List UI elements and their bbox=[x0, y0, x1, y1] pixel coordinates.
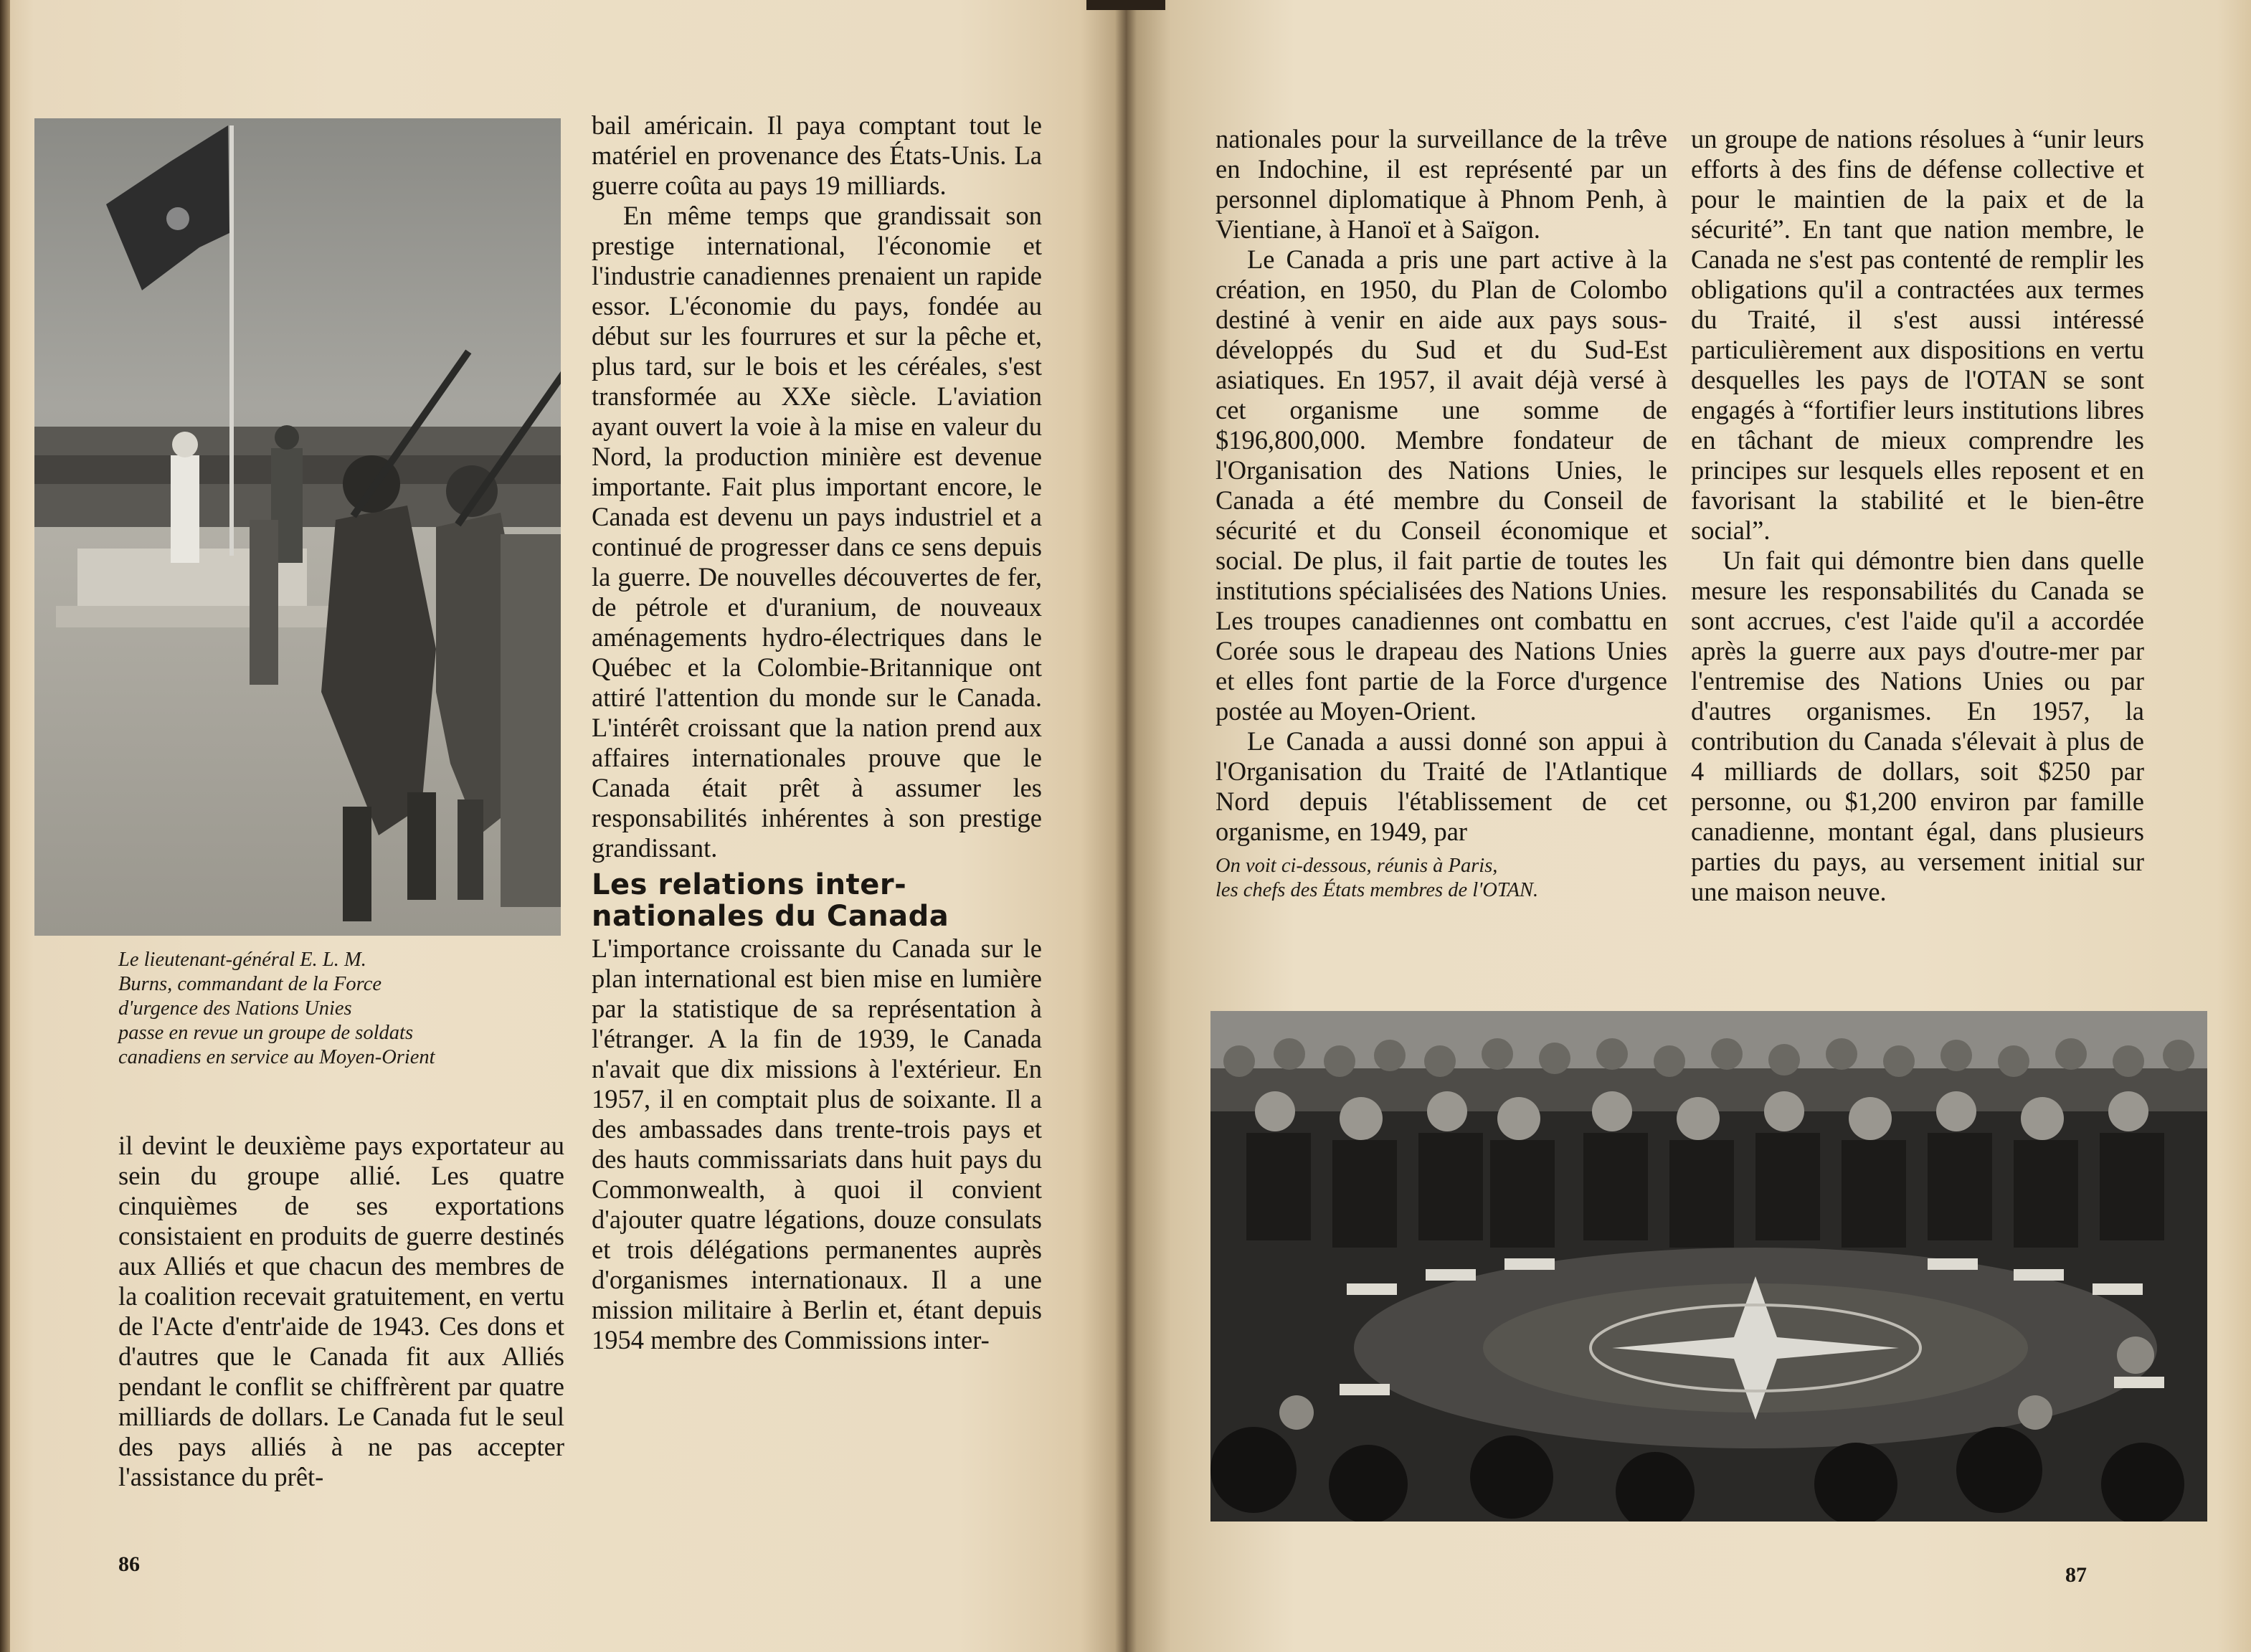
paragraph: il devint le deuxième pays exportateur au sein du groupe allié. Les quatre cinquièmes de ses exportations consistaient en produits de guerre destinés aux Alliés et que chacun des membres de la coalition recevait gratuitement, en vertu de l'Acte d'entr'aide de 1943. Ces dons et d'autres que le Canada fit aux Alliés pendant le conflit se chiffrèrent par quatre milliards de dollars. Le Canada fut le seul des pays alliés à ne pas accepter l'assistance du prêt- bbox=[118, 1131, 564, 1491]
right-column-2 bbox=[1691, 124, 2144, 907]
left-column-2 bbox=[592, 110, 1042, 1355]
caption-line: Le lieutenant-général E. L. M. bbox=[118, 949, 366, 971]
photo-nato-meeting bbox=[1210, 1011, 2207, 1522]
caption-line: canadiens en service au Moyen-Orient bbox=[118, 1046, 435, 1068]
paragraph: Un fait qui démontre bien dans quelle mesure les responsabilités du Canada se sont accrues, c'est l'aide qu'il a accordée après la guerre aux pays d'outre-mer par l'entremise des Nations Unies ou par d'autres organismes. En 1957, la contribution du Canada s'élevait à plus de 4 milliards de dollars, soit $250 par personne, ou $1,200 environ par famille canadienne, montant égal, dans plusieurs parties du pays, au versement initial sur une maison neuve. bbox=[1691, 546, 2144, 906]
photo-nato-meeting-icon bbox=[1210, 1011, 2207, 1522]
heading-line: nationales du Canada bbox=[592, 900, 949, 933]
paragraph: L'importance croissante du Canada sur le plan international est bien mise en lumière par la statistique de sa représentation à l'étranger. A la fin de 1939, le Canada n'avait que dix missions à l'extérieur. En 1957, il en comptait plus de soixante. Il a des ambassades dans trente-trois pays et des hauts commissariats dans huit pays du Commonwealth, à quoi il convient d'ajouter quatre légations, douze consulats et trois délégations permanentes auprès d'organismes internationaux. Il a une mission militaire à Berlin et, étant depuis 1954 membre des Commissions inter- bbox=[592, 934, 1042, 1354]
photo-soldiers-saluting-icon bbox=[34, 118, 561, 936]
left-column-1 bbox=[118, 1131, 564, 1492]
right-column-1 bbox=[1215, 124, 1667, 903]
caption-line: d'urgence des Nations Unies bbox=[118, 997, 352, 1020]
paragraph: En même temps que grandissait son prestige international, l'économie et l'industrie canadiennes prenaient un rapide essor. L'économie du pays, fondée au début sur les fourrures et sur la pêche et, plus tard, sur le bois et les céréales, s'est transformée au XXe siècle. L'aviation ayant ouvert la voie à la mise en valeur du Nord, la production minière est devenue importante. Fait plus important encore, le Canada est devenu un pays industriel et a continué de progresser dans ce sens depuis la guerre. De nouvelles découvertes de fer, de pétrole et d'uranium, de nouveaux aménagements hydro-électriques dans le Québec et la Colombie-Britannique ont attiré l'attention du monde sur le Canada. L'intérêt croissant que la nation prend aux affaires internationales prouve que le Canada était prêt à assumer les responsabilités inhérentes à son prestige grandissant. bbox=[592, 201, 1042, 863]
paragraph: un groupe de nations résolues à “unir leurs efforts à des fins de défense collective et pour le maintien de la paix et de la sécurité”. En tant que nation membre, le Canada ne s'est pas contenté de remplir les obligations qu'il a contractées aux termes du Traité, il s'est aussi intéressé particulièrement aux dispositions en vertu desquelles les pays de l'OTAN se sont engagés à “fortifier leurs institutions libres en tâchant de mieux comprendre les principes sur lesquels elles reposent et en favorisant la stabilité et le bien-être social”. bbox=[1691, 124, 2144, 545]
caption-line: Burns, commandant de la Force bbox=[118, 973, 382, 995]
heading-line: Les relations inter- bbox=[592, 868, 907, 901]
paragraph: bail américain. Il paya comptant tout le matériel en provenance des États-Unis. La guerre coûta au pays 19 milliards. bbox=[592, 110, 1042, 200]
photo-caption bbox=[118, 948, 563, 1070]
caption-line: On voit ci-dessous, réunis à Paris, bbox=[1215, 855, 1498, 877]
paragraph: nationales pour la surveillance de la trêve en Indochine, il est représenté par un personnel diplomatique à Phnom Penh, à Vientiane, à Hanoï et à Saïgon. bbox=[1215, 124, 1667, 244]
page-number: 86 bbox=[118, 1552, 140, 1576]
paragraph: Le Canada a pris une part active à la création, en 1950, du Plan de Colombo destiné à venir en aide aux pays sous-développés du Sud et du Sud-Est asiatiques. En 1957, il avait déjà versé à cet organisme une somme de $196,800,000. Membre fondateur de l'Organisation des Nations Unies, le Canada a été membre du Conseil de sécurité et du Conseil économique et social. De plus, il fait partie de toutes les institutions spécialisées des Nations Unies. Les troupes canadiennes ont combattu en Corée sous le drapeau des Nations Unies et elles font partie de la Force d'urgence postée au Moyen-Orient. bbox=[1215, 245, 1667, 726]
photo-caption bbox=[1215, 854, 1667, 903]
photo-soldiers bbox=[34, 118, 561, 936]
book-edge bbox=[0, 0, 10, 1652]
section-heading bbox=[592, 869, 1042, 932]
caption-line: passe en revue un groupe de soldats bbox=[118, 1022, 414, 1044]
right-page bbox=[1126, 0, 2251, 1652]
paragraph: Le Canada a aussi donné son appui à l'Organisation du Traité de l'Atlantique Nord depuis l'établissement de cet organisme, en 1949, par bbox=[1215, 726, 1667, 846]
page-number: 87 bbox=[2065, 1563, 2087, 1587]
binding-shadow bbox=[1086, 0, 1165, 10]
caption-line: les chefs des États membres de l'OTAN. bbox=[1215, 879, 1539, 901]
